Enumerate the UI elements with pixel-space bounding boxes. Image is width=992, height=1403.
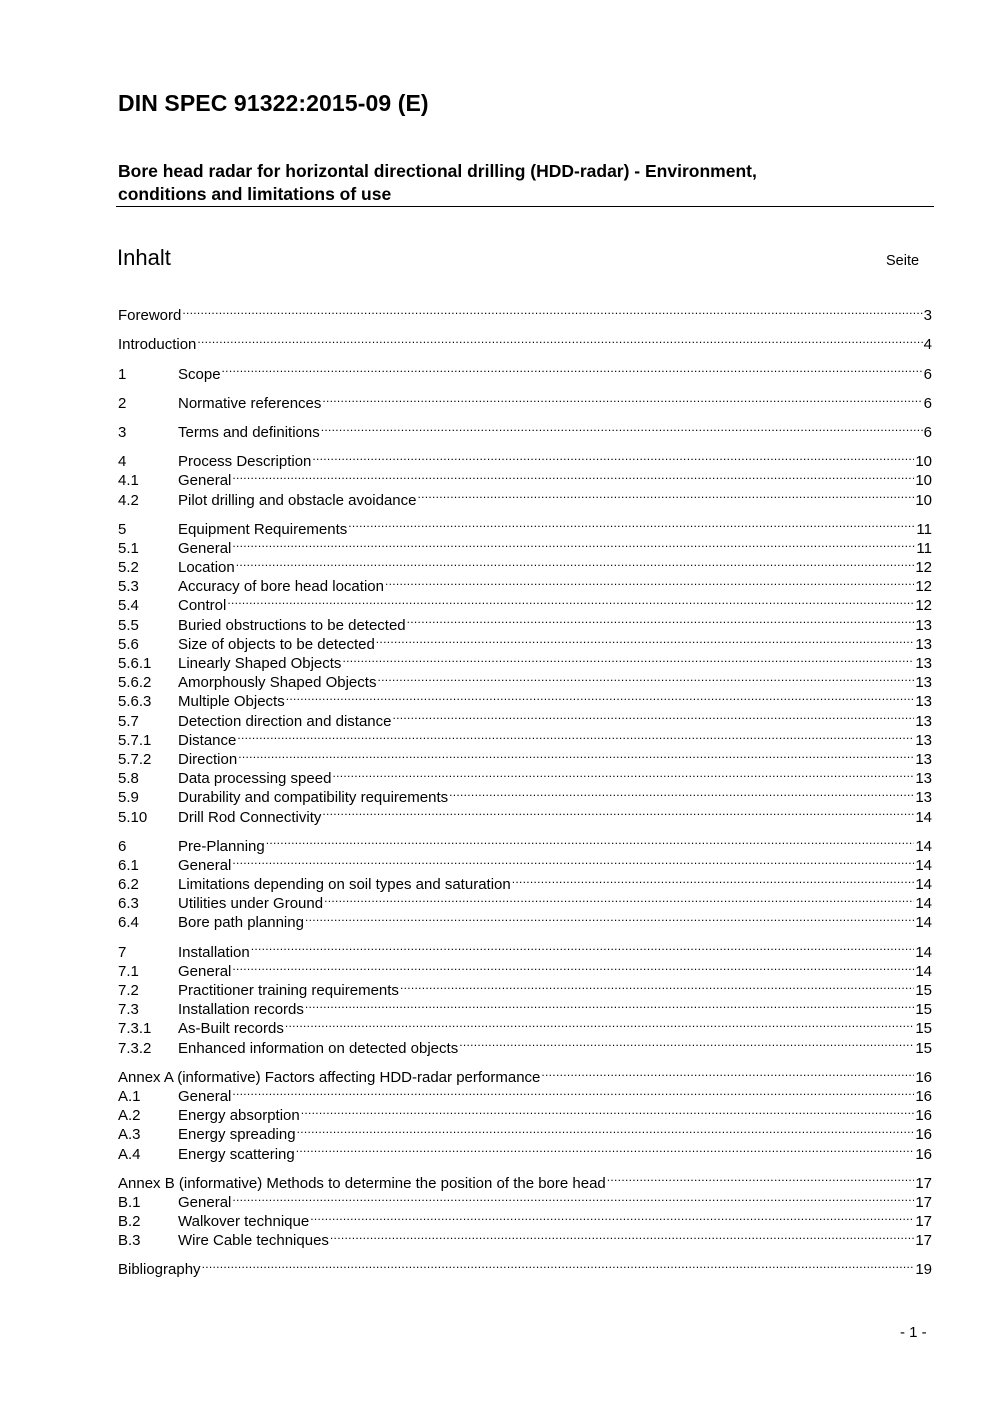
toc-entry-dot-leader	[459, 1033, 914, 1052]
toc-entry-number: 5.6.2	[118, 674, 152, 692]
toc-entry[interactable]	[118, 1120, 932, 1144]
toc-entry[interactable]	[118, 687, 932, 711]
toc-entry-page: 14	[915, 856, 932, 874]
toc-entry-label: Amorphously Shaped Objects	[178, 674, 377, 692]
toc-entry-dot-leader	[286, 687, 915, 706]
toc-entry-dot-leader	[232, 851, 914, 870]
toc-entry[interactable]	[118, 995, 932, 1019]
toc-entry-dot-leader	[266, 832, 915, 851]
toc-entry-page: 6	[923, 394, 932, 412]
toc-entry[interactable]	[118, 832, 932, 855]
toc-entry-dot-leader	[296, 1139, 915, 1158]
toc-entry[interactable]	[118, 668, 932, 692]
toc-entry[interactable]	[118, 870, 932, 894]
toc-entry[interactable]	[118, 630, 932, 653]
toc-entry[interactable]	[118, 515, 932, 538]
toc-entry[interactable]	[118, 447, 932, 471]
toc-entry-label: Pre-Planning	[178, 837, 265, 855]
toc-entry-page: 14	[915, 895, 932, 913]
toc-entry-page: 10	[915, 472, 932, 490]
toc-entry-dot-leader	[541, 1063, 914, 1082]
document-title-line-2: conditions and limitations of use	[118, 184, 392, 204]
toc-entry-dot-leader	[236, 553, 915, 572]
toc-entry-dot-leader	[301, 1101, 915, 1120]
toc-entry-number: A.1	[118, 1087, 141, 1105]
toc-entry-label: As-Built records	[178, 1020, 284, 1038]
toc-entry[interactable]	[118, 591, 932, 615]
toc-entry-label: Buried obstructions to be detected	[178, 616, 406, 634]
toc-entry-number: 5	[118, 520, 127, 538]
toc-entry-dot-leader	[312, 447, 914, 466]
toc-entry-label: Foreword	[118, 307, 182, 325]
toc-entry-dot-leader	[332, 764, 914, 783]
toc-entry-number: B.3	[118, 1232, 141, 1250]
toc-entry-number: 7.1	[118, 962, 139, 980]
toc-entry[interactable]	[118, 889, 932, 913]
toc-entry-dot-leader	[305, 995, 914, 1014]
toc-entry-dot-leader	[297, 1120, 915, 1139]
toc-entry-number: 5.5	[118, 616, 139, 634]
toc-entry[interactable]	[118, 418, 932, 441]
toc-entry-page: 13	[915, 712, 932, 730]
toc-entry-dot-leader	[324, 889, 914, 908]
toc-entry-label: Drill Rod Connectivity	[178, 808, 322, 826]
toc-entry-label: Enhanced information on detected objects	[178, 1039, 459, 1057]
toc-entry-label: Utilities under Ground	[178, 895, 324, 913]
toc-entry-dot-leader	[232, 534, 915, 553]
toc-entry-label: Data processing speed	[178, 770, 332, 788]
toc-entry-label: Practitioner training requirements	[178, 982, 399, 999]
toc-entry-number: 2	[118, 394, 127, 412]
toc-entry-page: 19	[915, 1261, 932, 1279]
toc-entry-number: 5.1	[118, 539, 139, 557]
toc-entry-page: 4	[923, 336, 932, 354]
toc-entry[interactable]	[118, 1207, 932, 1231]
toc-entry[interactable]	[118, 359, 932, 383]
toc-entry-dot-leader	[232, 466, 914, 485]
toc-entry[interactable]	[118, 802, 932, 826]
toc-entry-dot-leader	[285, 1014, 914, 1033]
toc-entry-label: Location	[178, 559, 235, 577]
toc-entry-number: A.2	[118, 1107, 141, 1125]
toc-entry-page: 12	[915, 559, 932, 577]
toc-entry[interactable]	[118, 1063, 932, 1086]
toc-entry-label: General	[178, 1193, 232, 1211]
table-of-contents	[118, 301, 932, 1279]
toc-entry-number: 1	[118, 365, 127, 383]
toc-entry-dot-leader	[322, 389, 922, 408]
toc-entry-page: 15	[915, 1001, 932, 1019]
toc-entry[interactable]	[118, 957, 932, 980]
toc-entry[interactable]	[118, 534, 932, 557]
toc-entry-dot-leader	[232, 1082, 914, 1101]
toc-entry-page: 13	[915, 770, 932, 788]
toc-entry[interactable]	[118, 572, 932, 596]
toc-entry-page: 17	[915, 1232, 932, 1250]
toc-entry-number: 5.6.3	[118, 693, 152, 711]
toc-entry-dot-leader	[222, 359, 923, 378]
toc-entry-page: 15	[915, 1039, 932, 1057]
toc-entry-dot-leader	[392, 706, 914, 725]
page-number: - 1 -	[900, 1324, 927, 1341]
toc-entry-label: Accuracy of bore head location	[178, 578, 384, 596]
toc-entry-dot-leader	[182, 301, 922, 320]
toc-entry-page: 10	[915, 453, 932, 471]
toc-entry[interactable]	[118, 553, 932, 577]
toc-entry[interactable]	[118, 764, 932, 788]
toc-entry-label: General	[178, 856, 232, 874]
toc-entry-dot-leader	[449, 783, 914, 802]
toc-entry-label: General	[178, 1087, 232, 1105]
toc-entry-number: 6.1	[118, 856, 139, 874]
toc-entry-label: Multiple Objects	[178, 693, 285, 711]
toc-entry[interactable]	[118, 726, 932, 749]
toc-entry-page: 11	[916, 539, 932, 557]
toc-entry-page: 14	[915, 914, 932, 932]
toc-entry-dot-leader	[202, 1255, 915, 1274]
toc-entry-dot-leader	[232, 957, 914, 976]
toc-entry-dot-leader	[321, 418, 923, 437]
toc-entry-number: 7.3.2	[118, 1039, 152, 1057]
toc-entry-label: Limitations depending on soil types and saturation	[178, 876, 511, 894]
toc-entry-number: 4.2	[118, 491, 139, 509]
toc-entry-page: 16	[915, 1107, 932, 1125]
toc-entry-label: Distance	[178, 731, 237, 749]
toc-entry-dot-leader	[237, 726, 914, 745]
toc-entry[interactable]	[118, 1033, 932, 1057]
toc-page-column-heading: Seite	[886, 253, 920, 269]
toc-entry-number: 5.4	[118, 597, 139, 615]
toc-entry-page: 3	[923, 307, 932, 325]
toc-entry-dot-leader	[305, 908, 914, 927]
toc-entry-label: Control	[178, 597, 227, 615]
toc-entry-page: 16	[915, 1126, 932, 1144]
toc-entry-page: 17	[915, 1213, 932, 1231]
toc-entry-page: 14	[915, 837, 932, 855]
toc-entry-dot-leader	[251, 937, 915, 956]
toc-entry-dot-leader	[232, 1188, 914, 1207]
toc-entry-dot-leader	[238, 745, 914, 764]
toc-entry[interactable]	[118, 466, 932, 490]
toc-entry-dot-leader	[400, 976, 914, 995]
toc-entry-page: 14	[915, 808, 932, 826]
toc-entry-number: A.4	[118, 1145, 141, 1163]
toc-entry[interactable]	[118, 389, 932, 412]
toc-entry-label: Size of objects to be detected	[178, 635, 375, 653]
toc-entry-label: General	[178, 539, 232, 557]
toc-entry-page: 12	[915, 578, 932, 596]
toc-entry-number: 6.4	[118, 914, 139, 932]
toc-entry-dot-leader	[376, 630, 915, 649]
toc-entry-label: Normative references	[178, 394, 322, 412]
toc-entry-dot-leader	[310, 1207, 914, 1226]
toc-entry-page: 11	[916, 520, 932, 538]
toc-entry-label: Bore path planning	[178, 914, 304, 932]
document-title	[118, 160, 933, 206]
toc-entry-number: B.1	[118, 1193, 141, 1211]
toc-entry-label: Direction	[178, 750, 238, 768]
toc-entry-label: Installation records	[178, 1001, 304, 1019]
toc-entry[interactable]	[118, 1255, 932, 1279]
toc-entry-page: 6	[923, 365, 932, 383]
toc-entry-page: 15	[915, 982, 932, 999]
toc-entry-number: 5.9	[118, 789, 139, 807]
toc-entry-number: 5.7.2	[118, 750, 152, 768]
toc-entry-number: 6.2	[118, 876, 139, 894]
toc-entry-number: 5.7	[118, 712, 139, 730]
toc-entry-page: 13	[915, 635, 932, 653]
toc-entry-page: 6	[923, 423, 932, 441]
toc-entry[interactable]	[118, 485, 932, 509]
toc-entry[interactable]	[118, 908, 932, 932]
toc-entry[interactable]	[118, 301, 932, 325]
toc-entry[interactable]	[118, 1169, 932, 1192]
toc-entry-label: Pilot drilling and obstacle avoidance	[178, 491, 417, 509]
toc-entry-label: Energy absorption	[178, 1107, 300, 1125]
toc-entry-dot-leader	[322, 802, 914, 821]
toc-entry-number: 6.3	[118, 895, 139, 913]
toc-entry-page: 16	[915, 1087, 932, 1105]
toc-entry-dot-leader	[385, 572, 914, 591]
toc-entry-number: 5.3	[118, 578, 139, 596]
toc-entry-number: 5.6.1	[118, 655, 152, 672]
toc-entry[interactable]	[118, 1014, 932, 1038]
toc-entry-dot-leader	[377, 668, 914, 687]
toc-entry-page: 13	[915, 674, 932, 692]
toc-entry-label: Walkover technique	[178, 1213, 310, 1231]
toc-entry-page: 14	[915, 943, 932, 961]
toc-entry-number: 4	[118, 453, 127, 471]
toc-entry-page: 14	[915, 962, 932, 980]
toc-heading: Inhalt	[117, 245, 171, 270]
toc-entry-label: Energy scattering	[178, 1145, 295, 1163]
toc-entry-number: 6	[118, 837, 127, 855]
toc-entry[interactable]	[118, 745, 932, 768]
toc-entry-label: Equipment Requirements	[178, 520, 348, 538]
toc-entry-number: 7.2	[118, 982, 139, 999]
toc-entry-label: Annex A (informative) Factors affecting HDD-radar performance	[118, 1068, 541, 1086]
toc-entry-number: 7.3	[118, 1001, 139, 1019]
toc-entry-page: 10	[915, 491, 932, 509]
toc-entry-label: Wire Cable techniques	[178, 1232, 329, 1250]
toc-entry-page: 14	[915, 876, 932, 894]
toc-entry-label: Process Description	[178, 453, 312, 471]
toc-entry-page: 15	[915, 1020, 932, 1038]
toc-entry[interactable]	[118, 937, 932, 961]
toc-entry-number: 7.3.1	[118, 1020, 152, 1038]
toc-entry-label: Energy spreading	[178, 1126, 296, 1144]
toc-entry-dot-leader	[607, 1169, 915, 1188]
toc-entry-label: Durability and compatibility requirements	[178, 789, 449, 807]
toc-entry-page: 12	[915, 597, 932, 615]
document-title-line-1: Bore head radar for horizontal directional drilling (HDD-radar) - Environment,	[118, 161, 757, 181]
toc-entry-dot-leader	[342, 649, 914, 668]
toc-entry[interactable]	[118, 610, 932, 634]
toc-entry[interactable]	[118, 649, 932, 672]
toc-entry[interactable]	[118, 706, 932, 730]
toc-entry-number: 5.10	[118, 808, 148, 826]
toc-entry-dot-leader	[348, 515, 915, 534]
toc-entry-label: Introduction	[118, 336, 197, 354]
toc-entry-label: Linearly Shaped Objects	[178, 655, 342, 672]
toc-entry-number: B.2	[118, 1213, 141, 1231]
toc-entry-page: 13	[915, 693, 932, 711]
toc-entry-label: Scope	[178, 365, 221, 383]
toc-entry-dot-leader	[197, 330, 922, 349]
toc-entry[interactable]	[118, 1188, 932, 1211]
toc-entry-dot-leader	[227, 591, 914, 610]
toc-entry[interactable]	[118, 1139, 932, 1163]
toc-entry[interactable]	[118, 783, 932, 807]
toc-entry[interactable]	[118, 976, 932, 999]
toc-entry-page: 13	[915, 789, 932, 807]
toc-entry-number: 5.6	[118, 635, 139, 653]
toc-entry-dot-leader	[407, 610, 915, 629]
toc-entry-number: 5.7.1	[118, 731, 152, 749]
toc-entry-number: 5.2	[118, 559, 139, 577]
toc-entry[interactable]	[118, 1226, 932, 1250]
toc-entry[interactable]	[118, 1101, 932, 1125]
toc-entry-number: 7	[118, 943, 127, 961]
toc-entry-page: 13	[915, 655, 932, 672]
toc-entry-label: Detection direction and distance	[178, 712, 392, 730]
toc-entry-number: 5.8	[118, 770, 139, 788]
toc-entry[interactable]	[118, 330, 932, 354]
toc-entry-page: 17	[915, 1193, 932, 1211]
document-id: DIN SPEC 91322:2015-09 (E)	[118, 90, 429, 116]
toc-entry-page: 13	[915, 616, 932, 634]
toc-entry-label: Bibliography	[118, 1261, 201, 1279]
title-divider	[116, 206, 934, 207]
toc-entry-label: General	[178, 472, 232, 490]
toc-entry-page: 13	[915, 750, 932, 768]
toc-entry[interactable]	[118, 851, 932, 874]
toc-entry-label: Annex B (informative) Methods to determine the position of the bore head	[118, 1174, 606, 1192]
toc-entry-page: 17	[915, 1174, 932, 1192]
toc-entry-label: Terms and definitions	[178, 423, 320, 441]
toc-entry-number: 3	[118, 423, 127, 441]
toc-entry-label: Installation	[178, 943, 250, 961]
toc-entry-page: 13	[915, 731, 932, 749]
toc-entry-number: A.3	[118, 1126, 141, 1144]
toc-entry[interactable]	[118, 1082, 932, 1105]
toc-entry-page: 16	[915, 1068, 932, 1086]
toc-entry-page: 16	[915, 1145, 932, 1163]
toc-entry-label: General	[178, 962, 232, 980]
toc-entry-number: 4.1	[118, 472, 139, 490]
toc-entry-dot-leader	[417, 485, 914, 504]
toc-entry-dot-leader	[330, 1226, 914, 1245]
toc-entry-dot-leader	[512, 870, 915, 889]
